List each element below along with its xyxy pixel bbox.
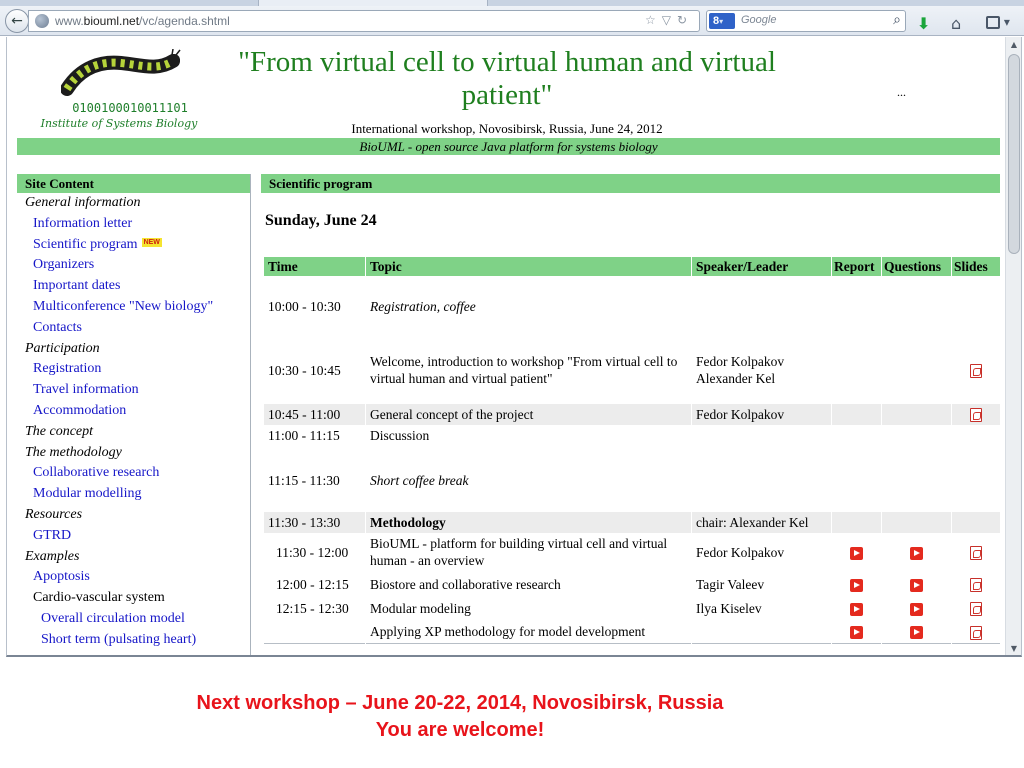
sidebar-item-label: Organizers [33, 257, 95, 273]
slides-cell [952, 404, 1001, 425]
day-heading: Sunday, June 24 [265, 212, 377, 229]
sidebar-item-label: Scientific program [33, 236, 138, 252]
sidebar-item-label: Resources [25, 506, 83, 522]
sidebar-list [17, 193, 250, 651]
sidebar-item-label: Important dates [33, 278, 121, 294]
speaker-cell: Fedor Kolpakov [692, 533, 832, 572]
vertical-scrollbar[interactable] [1005, 37, 1021, 657]
pdf-icon[interactable] [970, 546, 982, 560]
sidebar-item[interactable] [17, 214, 250, 235]
video-play-icon[interactable] [910, 626, 923, 639]
report-cell [832, 620, 882, 644]
sidebar-item-label: The concept [25, 423, 94, 439]
topic-cell: Discussion [366, 425, 692, 450]
sidebar-item[interactable] [17, 235, 250, 256]
new-badge: NEW [143, 238, 160, 246]
slides-cell [952, 620, 1001, 644]
sidebar-item[interactable] [17, 463, 250, 484]
slides-cell [952, 277, 1001, 337]
table-row [264, 337, 1001, 404]
logo-institute: Institute of Systems Biology [40, 117, 198, 130]
sidebar-item-label: Registration [33, 361, 102, 377]
report-cell [832, 337, 882, 404]
sidebar-item-label: Collaborative research [33, 465, 160, 481]
column-header: Report [832, 257, 882, 277]
pdf-icon[interactable] [970, 364, 982, 378]
table-header-row [264, 257, 1001, 277]
time-cell: 10:30 - 10:45 [264, 337, 366, 404]
time-cell: 10:00 - 10:30 [264, 277, 366, 337]
url-actions [645, 13, 693, 27]
slides-cell [952, 512, 1001, 533]
table-row [264, 450, 1001, 512]
time-cell: 11:30 - 13:30 [264, 512, 366, 533]
sidebar-group-label [17, 339, 250, 360]
program-table [263, 256, 1001, 644]
video-play-icon[interactable] [910, 579, 923, 592]
sidebar-item[interactable] [17, 630, 250, 651]
time-cell: 11:15 - 11:30 [264, 450, 366, 512]
sidebar-group-label [17, 422, 250, 443]
sidebar-item-label: Modular modelling [33, 486, 142, 502]
menu-icon[interactable]: ▾ [986, 15, 1018, 31]
speaker-cell [692, 425, 832, 450]
sidebar-item-label: Multiconference "New biology" [33, 298, 214, 314]
report-cell [832, 277, 882, 337]
page-viewport [6, 37, 1022, 657]
column-header: Time [264, 257, 366, 277]
sidebar-item-label: GTRD [33, 527, 72, 543]
video-play-icon[interactable] [850, 579, 863, 592]
topic-cell: BioUML - platform for building virtual cell and virtual human - an overview [366, 533, 692, 572]
sidebar-item[interactable] [17, 609, 250, 630]
topic-cell: Registration, coffee [366, 277, 692, 337]
sidebar-item-label: Contacts [33, 319, 82, 335]
sidebar-item[interactable] [17, 380, 250, 401]
search-icon[interactable]: ⌕ [893, 12, 901, 28]
sidebar-item[interactable] [17, 276, 250, 297]
scroll-up-icon[interactable]: ▲ [1010, 40, 1018, 49]
questions-cell [882, 404, 952, 425]
slides-cell [952, 572, 1001, 597]
time-cell: 12:00 - 12:15 [264, 572, 366, 597]
next-workshop-note [0, 690, 920, 744]
address-bar[interactable] [28, 10, 700, 32]
table-row [264, 277, 1001, 337]
speaker-cell: Fedor Kolpakov [692, 404, 832, 425]
speaker-cell: Ilya Kiselev [692, 597, 832, 620]
questions-cell [882, 533, 952, 572]
table-row [264, 404, 1001, 425]
sidebar-item[interactable] [17, 318, 250, 339]
sidebar-item-label: The methodology [25, 444, 122, 460]
column-header: Questions [882, 257, 952, 277]
pdf-icon[interactable] [970, 626, 982, 640]
caterpillar-logo-icon [61, 49, 181, 99]
slides-cell [952, 450, 1001, 512]
speaker-cell [692, 450, 832, 512]
globe-icon [35, 14, 49, 28]
sidebar-group-label [17, 547, 250, 568]
header-ellipsis: ... [897, 85, 906, 99]
questions-cell [882, 572, 952, 597]
tagline-band: BioUML - open source Java platform for systems biology [17, 138, 1000, 155]
speaker-cell: Tagir Valeev [692, 572, 832, 597]
column-header: Topic [366, 257, 692, 277]
download-icon[interactable]: ⬇ [917, 14, 931, 33]
sidebar-item[interactable] [17, 255, 250, 276]
report-cell [832, 450, 882, 512]
table-row [264, 512, 1001, 533]
sidebar-item[interactable] [17, 484, 250, 505]
table-row [264, 620, 1001, 644]
sidebar-item[interactable] [17, 297, 250, 318]
video-play-icon[interactable] [910, 547, 923, 560]
questions-cell [882, 597, 952, 620]
topic-cell: General concept of the project [366, 404, 692, 425]
url-text[interactable]: www.biouml.net/vc/agenda.shtml [55, 14, 230, 28]
welcome-line: You are welcome! [375, 719, 545, 741]
sidebar-item-label: General information [25, 195, 141, 210]
search-input[interactable] [706, 10, 906, 32]
pdf-icon[interactable] [970, 578, 982, 592]
home-icon[interactable]: ⌂ [951, 14, 962, 33]
sidebar-group-label [17, 193, 250, 214]
table-row [264, 572, 1001, 597]
questions-cell [882, 620, 952, 644]
topic-cell: Methodology [366, 512, 692, 533]
topic-cell: Welcome, introduction to workshop "From virtual cell to virtual human and virtual patient" [366, 337, 692, 404]
questions-cell [882, 277, 952, 337]
column-header: Slides [952, 257, 1001, 277]
time-cell: 10:45 - 11:00 [264, 404, 366, 425]
topic-cell: Biostore and collaborative research [366, 572, 692, 597]
report-cell [832, 533, 882, 572]
time-cell [264, 620, 366, 644]
video-play-icon[interactable] [850, 547, 863, 560]
sidebar-item-label: Participation [25, 340, 100, 356]
time-cell: 11:00 - 11:15 [264, 425, 366, 450]
site-logo[interactable] [29, 47, 209, 137]
video-play-icon[interactable] [850, 603, 863, 616]
logo-digits: 0100100010011101 [72, 101, 188, 115]
slides-cell [952, 533, 1001, 572]
page-title: "From virtual cell to virtual human and virtual patient" [238, 46, 776, 111]
next-workshop-line: Next workshop – June 20-22, 2014, Novosibirsk, Russia [196, 692, 724, 714]
table-row [264, 597, 1001, 620]
questions-cell [882, 425, 952, 450]
table-row [264, 533, 1001, 572]
sidebar-item-label: Travel information [33, 382, 139, 398]
slides-cell [952, 337, 1001, 404]
sidebar-group-label [17, 505, 250, 526]
sidebar-heading: Site Content [17, 174, 250, 193]
sidebar-item-label: Accommodation [33, 402, 127, 418]
sidebar-group-label [17, 443, 250, 464]
topic-cell: Short coffee break [366, 450, 692, 512]
sidebar-item-label: Overall circulation model [41, 610, 185, 626]
sidebar-item [17, 588, 250, 609]
slides-cell [952, 425, 1001, 450]
sidebar-item-label: Information letter [33, 215, 133, 231]
table-row [264, 425, 1001, 450]
pdf-icon[interactable] [970, 408, 982, 422]
topic-cell: Modular modeling [366, 597, 692, 620]
scroll-down-icon[interactable]: ▼ [1010, 644, 1018, 653]
report-cell [832, 597, 882, 620]
speaker-cell: Fedor Kolpakov Alexander Kel [692, 337, 832, 404]
report-cell [832, 512, 882, 533]
questions-cell [882, 450, 952, 512]
scrollbar-thumb[interactable] [1008, 54, 1020, 254]
topic-cell: Applying XP methodology for model development [366, 620, 692, 644]
main-content [261, 174, 1000, 657]
questions-cell [882, 512, 952, 533]
slides-cell [952, 597, 1001, 620]
report-cell [832, 572, 882, 597]
speaker-cell: chair: Alexander Kel [692, 512, 832, 533]
bookmark-star-icon[interactable]: ☆ [644, 13, 662, 27]
dropdown-icon[interactable]: ▽ [661, 13, 677, 27]
speaker-cell [692, 277, 832, 337]
page-subtitle: International workshop, Novosibirsk, Russia, June 24, 2012 [351, 121, 663, 136]
sidebar [17, 174, 251, 657]
sidebar-item-label: Apoptosis [33, 569, 90, 585]
sidebar-item[interactable] [17, 526, 250, 547]
navigation-toolbar [0, 6, 1024, 36]
video-play-icon[interactable] [910, 603, 923, 616]
search-engine-icon[interactable]: 8▾ [709, 13, 735, 29]
column-header: Speaker/Leader [692, 257, 832, 277]
pdf-icon[interactable] [970, 602, 982, 616]
speaker-cell [692, 620, 832, 644]
sidebar-item-label: Examples [25, 548, 80, 564]
report-cell [832, 404, 882, 425]
video-play-icon[interactable] [850, 626, 863, 639]
main-heading: Scientific program [261, 174, 1000, 193]
program-table-body [264, 277, 1001, 644]
back-arrow-icon[interactable]: ← [5, 9, 29, 33]
sidebar-item[interactable] [17, 401, 250, 422]
web-page [7, 37, 1007, 657]
report-cell [832, 425, 882, 450]
sidebar-item[interactable] [17, 567, 250, 588]
sidebar-item[interactable] [17, 359, 250, 380]
time-cell: 11:30 - 12:00 [264, 533, 366, 572]
search-placeholder: Google [741, 14, 777, 26]
questions-cell [882, 337, 952, 404]
time-cell: 12:15 - 12:30 [264, 597, 366, 620]
reload-icon[interactable]: ↻ [676, 13, 693, 27]
sidebar-item-label: Cardio-vascular system [33, 590, 165, 606]
sidebar-item-label: Short term (pulsating heart) [41, 631, 197, 647]
